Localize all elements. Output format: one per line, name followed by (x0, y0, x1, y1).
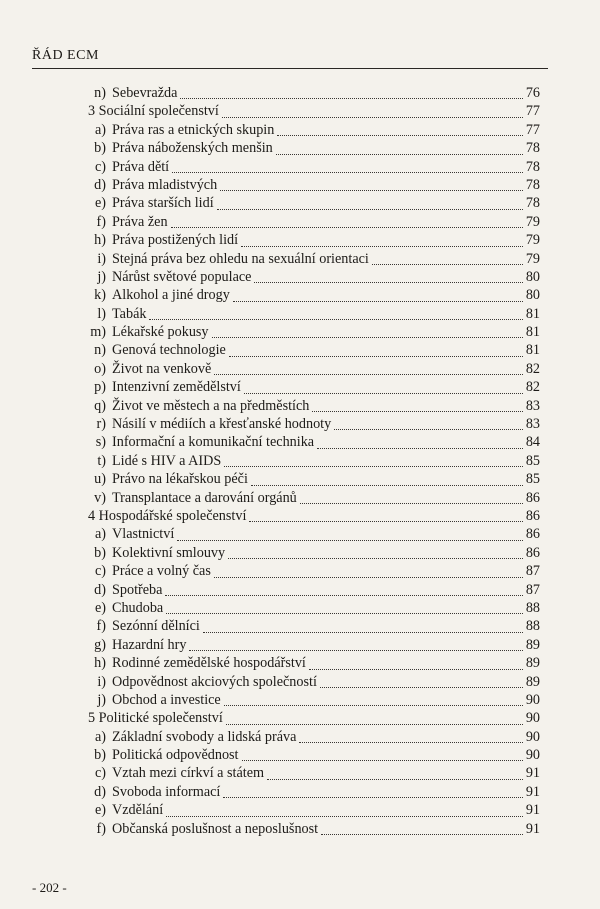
toc-entry-letter: v) (94, 489, 106, 506)
toc-entry-letter: h) (94, 655, 106, 672)
toc-entry-text: Základní svobody a lidská práva (112, 728, 297, 745)
running-header: ŘÁD ECM (32, 48, 99, 63)
toc-entry-page: 77 (525, 121, 540, 138)
toc-entry-text: Vztah mezi církví a státem (112, 765, 265, 782)
toc-entry-letter: o) (94, 360, 106, 377)
toc-leader-dots (166, 797, 523, 816)
toc-entry-label (84, 636, 186, 654)
toc-entry-label (84, 305, 146, 323)
toc-entry-text: Práce a volný čas (112, 563, 211, 580)
toc-entry-text: Spotřeba (112, 581, 163, 598)
toc-entry-page: 91 (525, 820, 540, 837)
toc-entry-label (84, 599, 163, 617)
toc-leader-dots (214, 356, 523, 375)
toc-entry-text: Práva mladistvých (112, 176, 218, 193)
toc-entry-page: 90 (525, 710, 540, 727)
toc-entry-text: Kolektivní smlouvy (112, 544, 226, 561)
toc-entry-label (84, 268, 251, 286)
toc-entry-text: Alkohol a jiné drogy (112, 287, 230, 304)
toc-entry-text: Práva starších lidí (112, 195, 214, 212)
toc-entry-page: 87 (525, 581, 540, 598)
toc-entry-text: Sezónní dělníci (112, 618, 200, 635)
toc-entry-label (84, 691, 221, 709)
toc-entry-page: 78 (525, 195, 540, 212)
toc-entry-page: 88 (525, 618, 540, 635)
page-number: - 202 - (32, 880, 67, 895)
toc-entry-text: Lékařské pokusy (112, 324, 209, 341)
toc-entry-text: Občanská poslušnost a neposlušnost (112, 820, 319, 837)
toc-entry-label (84, 581, 162, 599)
header-rule (32, 68, 548, 69)
toc-entry-page: 88 (525, 599, 540, 616)
toc-leader-dots (180, 80, 522, 99)
toc-entry-letter: n) (94, 342, 106, 359)
toc-entry-page: 89 (525, 636, 540, 653)
toc-leader-dots (317, 429, 523, 448)
toc-entry-letter: d) (94, 176, 106, 193)
toc-leader-dots (267, 760, 523, 779)
toc-leader-dots (224, 448, 523, 467)
toc-entry-page: 81 (525, 342, 540, 359)
toc-entry-letter: m) (90, 324, 106, 341)
toc-leader-dots (172, 154, 523, 173)
toc-entry-text: Svoboda informací (112, 783, 221, 800)
toc-entry-text: 3 Sociální společenství (88, 103, 219, 120)
toc-leader-dots (249, 503, 522, 522)
toc-entry-page: 86 (525, 489, 540, 506)
toc-entry-text: Tabák (112, 305, 147, 322)
toc-entry-page: 90 (525, 728, 540, 745)
toc-entry-letter: e) (94, 599, 106, 616)
toc-entry-letter: c) (94, 563, 106, 580)
toc-entry-label (84, 213, 168, 231)
toc-entry-text: Práva postižených lidí (112, 232, 239, 249)
toc-entry-page: 77 (525, 103, 540, 120)
toc-entry-page: 90 (525, 691, 540, 708)
toc-entry-label (84, 378, 241, 396)
toc-entry-letter: l) (97, 305, 106, 322)
toc-entry-letter: c) (94, 765, 106, 782)
toc-entry-label (84, 323, 209, 341)
toc-entry-letter: j) (97, 691, 106, 708)
toc-entry-text: Život na venkově (112, 360, 212, 377)
toc-entry-label (84, 544, 225, 562)
toc-entry-text: Práva žen (112, 213, 168, 230)
toc-entry-page: 83 (525, 416, 540, 433)
toc-entry-text: Stejná práva bez ohledu na sexuální orientaci (112, 250, 369, 267)
toc-entry-page: 91 (525, 783, 540, 800)
toc-leader-dots (203, 613, 523, 632)
toc-entry-text: Násilí v médiích a křesťanské hodnoty (112, 416, 332, 433)
toc-entry-page: 82 (525, 360, 540, 377)
toc-entry-text: 5 Politické společenství (88, 710, 223, 727)
toc-entry-letter: e) (94, 802, 106, 819)
toc-entry-letter: b) (94, 544, 106, 561)
toc-entry-page: 78 (525, 158, 540, 175)
toc-entry-label (84, 360, 211, 378)
toc-entry-page: 87 (525, 563, 540, 580)
toc-entry-letter: i) (97, 250, 106, 267)
toc-leader-dots (229, 337, 523, 356)
toc-leader-dots (228, 540, 523, 559)
toc-leader-dots (226, 705, 523, 724)
toc-entry-letter: g) (94, 636, 106, 653)
toc-entry-label (84, 415, 331, 433)
toc-leader-dots (217, 190, 523, 209)
toc-entry-letter: a) (94, 526, 106, 543)
toc-leader-dots (233, 282, 523, 301)
toc-entry-page: 86 (525, 526, 540, 543)
toc-leader-dots (309, 650, 523, 669)
toc-leader-dots (165, 577, 522, 596)
toc-leader-dots (149, 301, 522, 320)
toc-entry-label (84, 452, 221, 470)
toc-leader-dots (321, 816, 523, 835)
toc-entry-label (84, 525, 174, 543)
toc-entry-text: Intenzivní zemědělství (112, 379, 241, 396)
toc-leader-dots (241, 227, 523, 246)
toc-leader-dots (300, 485, 523, 504)
toc-entry-letter: t) (97, 452, 106, 469)
toc-entry-label (84, 341, 226, 359)
toc-entry-label (84, 397, 309, 415)
toc-entry-text: Informační a komunikační technika (112, 434, 315, 451)
toc-entry-text: Sebevražda (112, 85, 178, 101)
toc-entry-page: 86 (525, 544, 540, 561)
toc-entry-label (84, 158, 169, 176)
toc-entry-letter: a) (94, 121, 106, 138)
toc-entry-letter: u) (94, 471, 106, 488)
toc-entry (0, 820, 600, 838)
toc-leader-dots (177, 521, 523, 540)
toc-entry-letter: d) (94, 581, 106, 598)
toc-leader-dots (242, 742, 523, 761)
toc-entry-letter: n) (94, 85, 106, 101)
toc-entry-page: 76 (525, 85, 540, 101)
toc-entry-page: 89 (525, 655, 540, 672)
toc-entry-letter: a) (94, 728, 106, 745)
toc-entry-label (88, 709, 223, 727)
toc-entry-label (84, 820, 318, 838)
toc-entry-text: Práva dětí (112, 158, 170, 175)
toc-entry-text: Život ve městech a na předměstích (112, 397, 310, 414)
toc-leader-dots (171, 209, 523, 228)
toc-entry-letter: c) (94, 158, 106, 175)
toc-entry-label (84, 617, 200, 635)
toc-entry-text: Právo na lékařskou péči (112, 471, 248, 488)
toc-entry-label (84, 654, 306, 672)
toc-entry-page: 90 (525, 747, 540, 764)
toc-entry-page: 78 (525, 176, 540, 193)
toc-leader-dots (276, 135, 523, 154)
toc-entry-letter: f) (96, 618, 106, 635)
toc-entry-text: Práva ras a etnických skupin (112, 121, 275, 138)
toc-leader-dots (214, 558, 523, 577)
toc-entry-letter: k) (94, 287, 106, 304)
toc-entry-text: Vlastnictví (112, 526, 175, 543)
toc-entry-text: Odpovědnost akciových společností (112, 673, 317, 690)
toc-leader-dots (212, 319, 523, 338)
toc-entry-page: 84 (525, 434, 540, 451)
toc-entry-text: Chudoba (112, 599, 164, 616)
toc-entry-text: Rodinné zemědělské hospodářství (112, 655, 306, 672)
toc-entry-letter: j) (97, 268, 106, 285)
toc-entry-letter: d) (94, 783, 106, 800)
toc-entry-label (84, 84, 177, 102)
toc-entry-page: 81 (525, 305, 540, 322)
toc-leader-dots (334, 411, 523, 430)
toc-entry-letter: s) (95, 434, 106, 451)
toc-entry-text: Vzdělání (112, 802, 164, 819)
toc-entry-text: Transplantace a darování orgánů (112, 489, 297, 506)
toc-entry-label (84, 231, 238, 249)
toc-entry-page: 80 (525, 287, 540, 304)
toc-entry-text: 4 Hospodářské společenství (88, 507, 247, 524)
toc-leader-dots (244, 374, 523, 393)
toc-leader-dots (254, 264, 522, 283)
toc-entry-letter: h) (94, 232, 106, 249)
toc-entry-page: 82 (525, 379, 540, 396)
toc-leader-dots (277, 117, 522, 136)
toc-leader-dots (220, 172, 523, 191)
toc-entry-page: 79 (525, 232, 540, 249)
toc-entry-page: 85 (525, 471, 540, 488)
toc-entry-label (84, 121, 274, 139)
toc-entry-page: 80 (525, 268, 540, 285)
toc-entry-letter: b) (94, 140, 106, 157)
toc-entry-letter: b) (94, 747, 106, 764)
toc-entry-letter: i) (97, 673, 106, 690)
toc-leader-dots (320, 669, 523, 688)
toc-entry-letter: p) (94, 379, 106, 396)
toc-leader-dots (223, 779, 522, 798)
toc-leader-dots (189, 632, 522, 651)
toc-entry-label (84, 470, 248, 488)
toc-entry-page: 79 (525, 213, 540, 230)
toc-entry-letter: f) (96, 820, 106, 837)
table-of-contents (0, 84, 600, 838)
toc-entry-page: 86 (525, 507, 540, 524)
toc-leader-dots (224, 687, 523, 706)
toc-entry-label (84, 801, 163, 819)
toc-entry-label (84, 176, 217, 194)
toc-entry-page: 89 (525, 673, 540, 690)
toc-leader-dots (299, 724, 522, 743)
toc-entry-label (84, 746, 239, 764)
toc-entry-page: 79 (525, 250, 540, 267)
toc-entry-text: Nárůst světové populace (112, 268, 252, 285)
toc-entry-page: 81 (525, 324, 540, 341)
toc-entry-page: 85 (525, 452, 540, 469)
toc-entry-text: Politická odpovědnost (112, 747, 239, 764)
toc-leader-dots (222, 98, 523, 117)
toc-leader-dots (251, 466, 523, 485)
toc-entry-text: Genová technologie (112, 342, 226, 359)
toc-entry-letter: f) (96, 213, 106, 230)
toc-entry-letter: r) (96, 416, 106, 433)
toc-entry-page: 83 (525, 397, 540, 414)
toc-entry-letter: q) (94, 397, 106, 414)
toc-leader-dots (372, 246, 523, 265)
toc-leader-dots (312, 393, 522, 412)
toc-leader-dots (166, 595, 523, 614)
toc-entry-label (88, 102, 219, 120)
toc-entry-letter: e) (94, 195, 106, 212)
toc-entry-page: 91 (525, 802, 540, 819)
toc-entry-page: 91 (525, 765, 540, 782)
toc-entry-text: Lidé s HIV a AIDS (112, 452, 222, 469)
toc-entry-page: 78 (525, 140, 540, 157)
toc-entry-text: Práva náboženských menšin (112, 140, 273, 157)
toc-entry-text: Hazardní hry (112, 636, 187, 653)
toc-entry-text: Obchod a investice (112, 691, 221, 708)
